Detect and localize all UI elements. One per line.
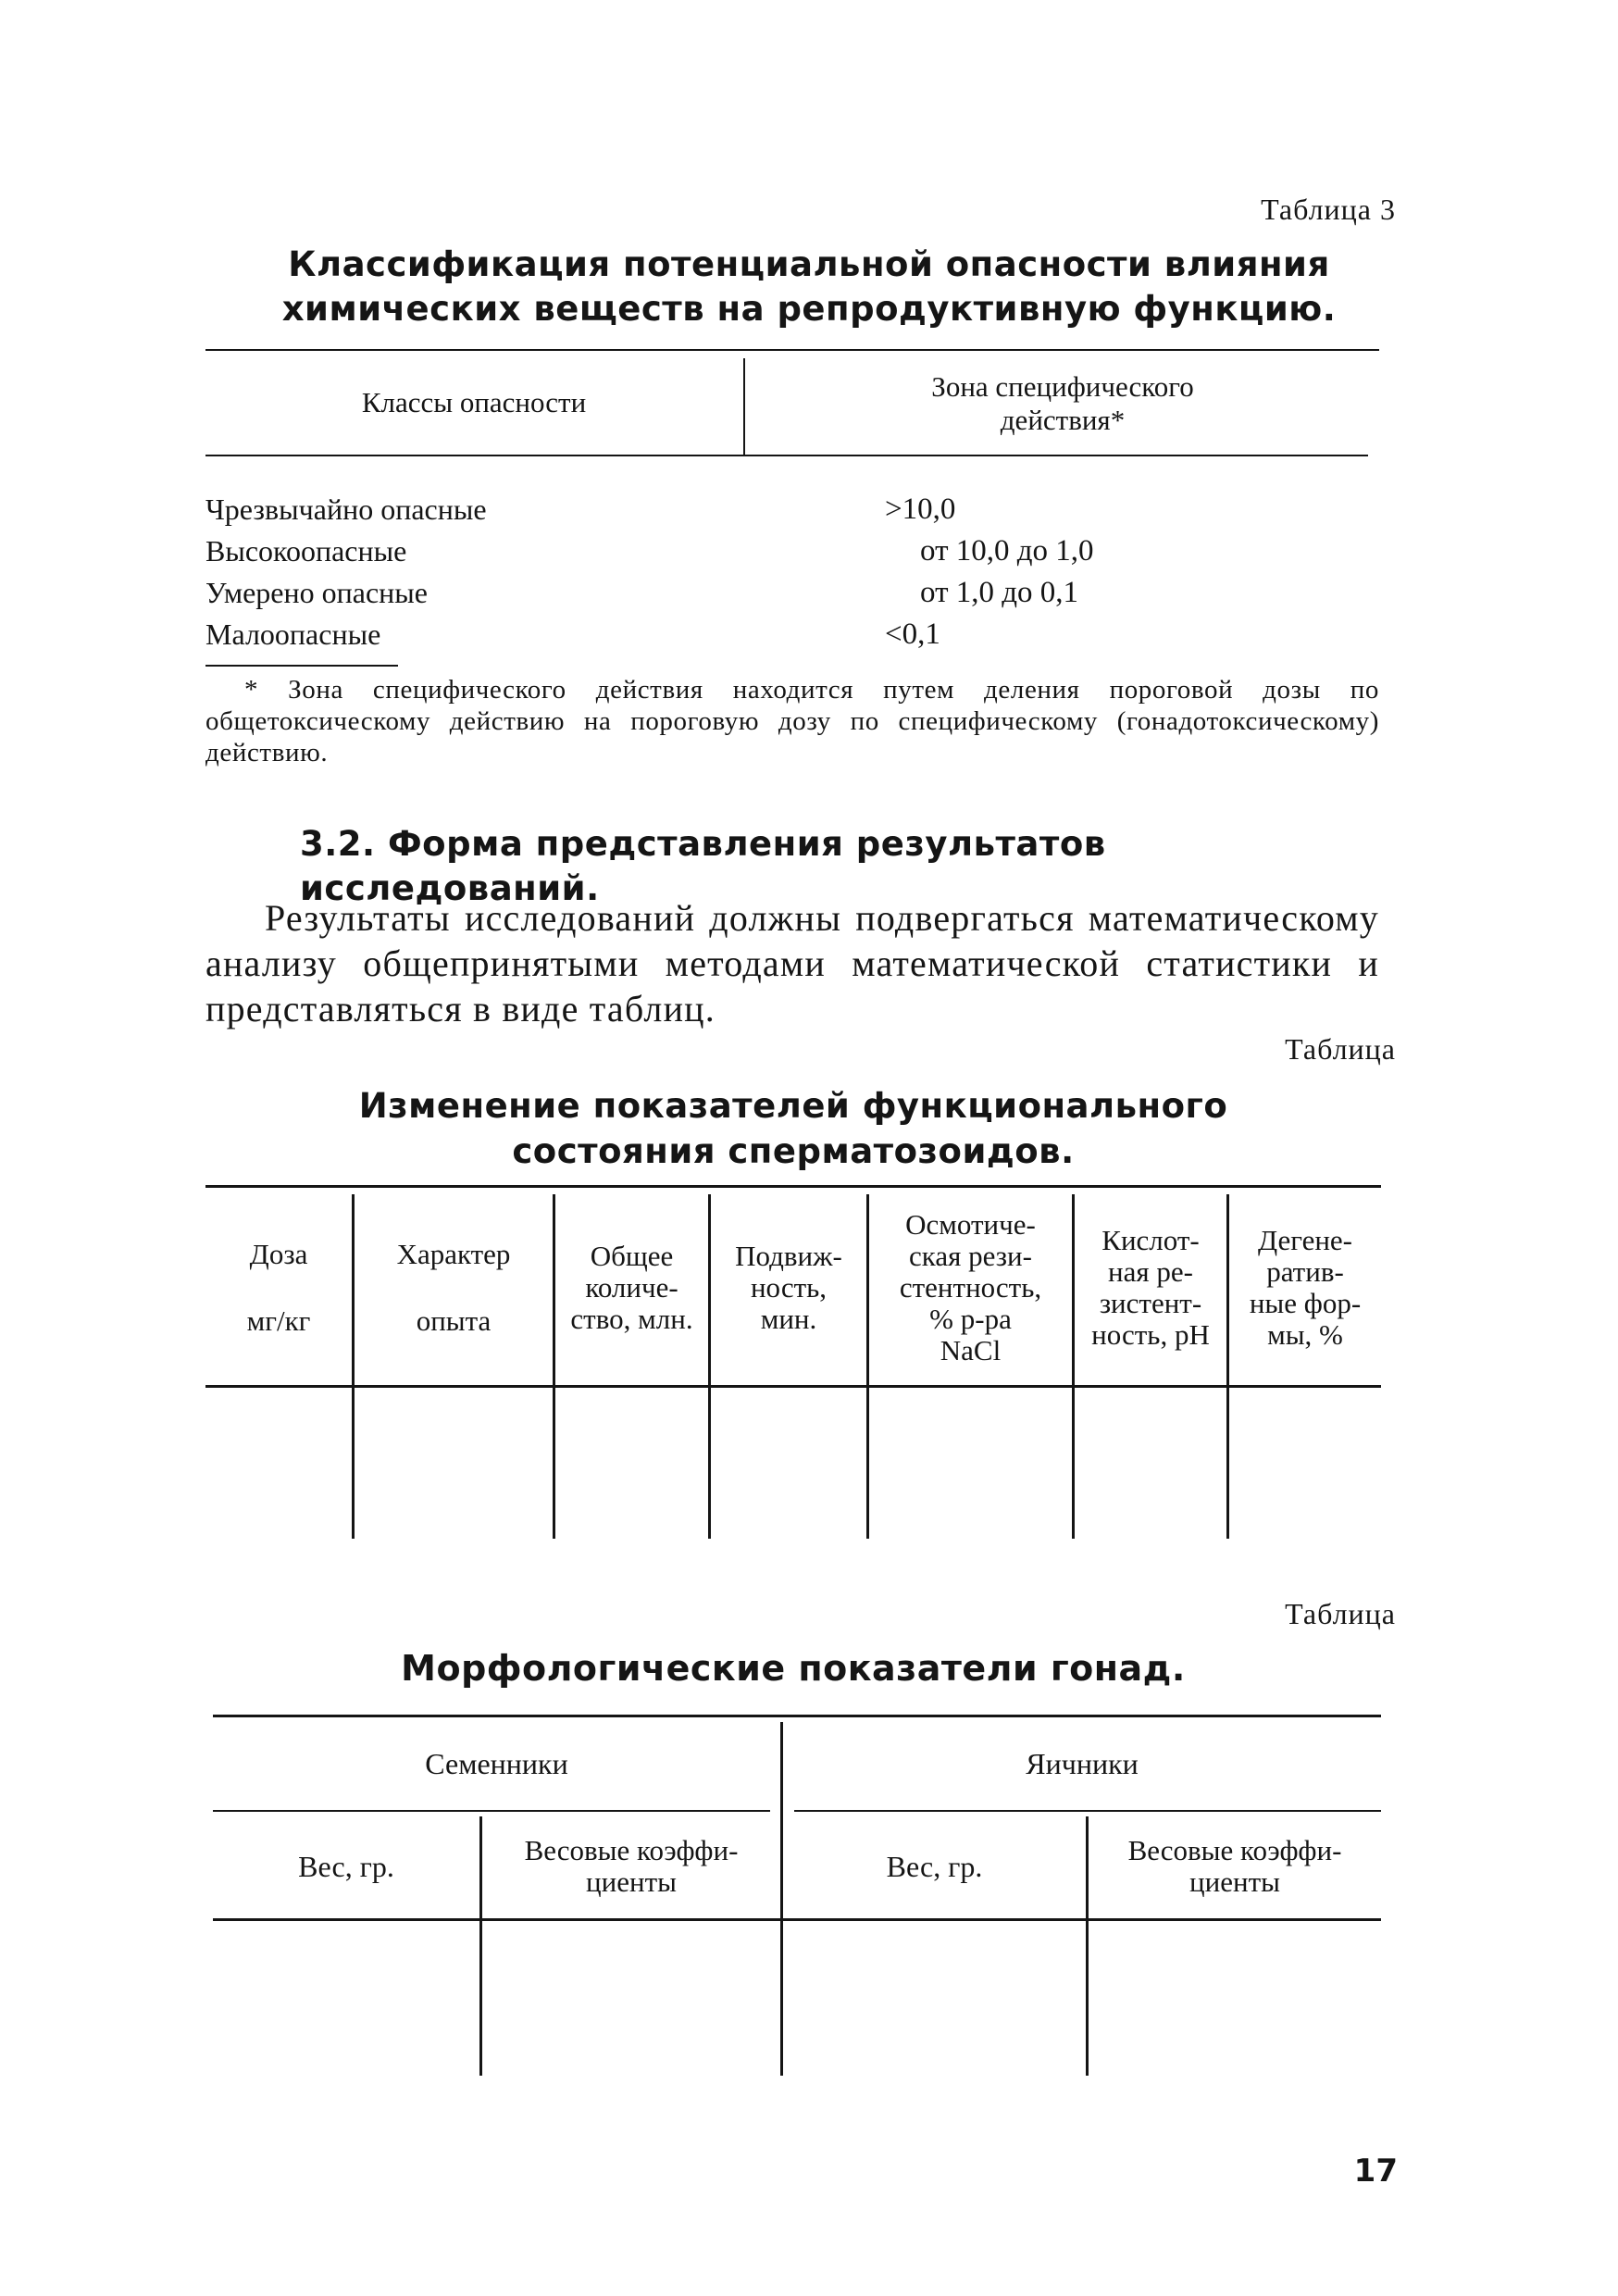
table3-row-zone: от 10,0 до 1,0: [920, 534, 1094, 568]
sperm-header-osmotic-line3: стентность,: [899, 1271, 1042, 1304]
sperm-header-experiment-line2: опыта: [416, 1304, 492, 1337]
sperm-header-acid-line2: ная ре-: [1108, 1255, 1193, 1288]
sperm-table-label: Таблица: [1285, 1032, 1396, 1066]
sperm-header-osmotic: [869, 1200, 1072, 1376]
table3-header-classes: Классы опасности: [361, 386, 587, 418]
sperm-header-degenerative-line4: мы, %: [1267, 1318, 1343, 1351]
gonad-table-title: Морфологические показатели гонад.: [401, 1648, 1186, 1689]
table3-row-class: Умерено опасные: [205, 576, 428, 609]
section-paragraph: Результаты исследований должны подвергаться математическому анализу общепринятыми методами математической статистики и представляться в виде таблиц.: [205, 897, 1379, 1029]
sperm-header-motility-line2: ность,: [750, 1271, 828, 1304]
table3-header-zone-line2: действия*: [1000, 404, 1126, 436]
sperm-header-count: [555, 1200, 708, 1376]
sperm-title-line1: Изменение показателей функционального: [358, 1086, 1228, 1126]
gonad-group-ovaries: Яичники: [1026, 1747, 1139, 1780]
sperm-header-count-line2: количе-: [585, 1271, 678, 1304]
table3-footnote: * Зона специфического действия находится путем деления пороговой дозы по общетоксическому действию на пороговую дозу по специфическому (гонадотоксическому) действию.: [205, 675, 1379, 767]
table3-row-zone: >10,0: [885, 493, 956, 526]
footnote-rule: [205, 665, 398, 667]
gonad-ovaries-coef: [1089, 1822, 1381, 1911]
table3-title: [205, 243, 1413, 331]
gonad-table-label: Таблица: [1285, 1597, 1396, 1630]
gonad-group-rule-left: [213, 1810, 770, 1812]
gonad-ovaries-weight: Вес, гр.: [886, 1850, 983, 1883]
sperm-header-osmotic-line1: Осмотиче-: [905, 1208, 1036, 1241]
table3-header-divider: [743, 358, 745, 455]
sperm-header-osmotic-line4: % р-ра: [929, 1303, 1012, 1335]
sperm-table-title: [205, 1083, 1381, 1174]
table3-zone-column: [885, 489, 1255, 655]
gonad-testes-coef-line1: Весовые коэффи-: [524, 1834, 739, 1866]
sperm-header-motility: [711, 1200, 866, 1376]
sperm-header-experiment-line1: Характер: [396, 1238, 511, 1270]
sperm-header-degenerative-line3: ные фор-: [1249, 1287, 1362, 1319]
sperm-header-dose-line2: мг/кг: [246, 1304, 311, 1337]
sperm-header-acid: [1075, 1200, 1226, 1376]
sperm-header-degenerative-line1: Дегене-: [1257, 1224, 1353, 1256]
table3-header-zone-line1: Зона специфического: [931, 370, 1194, 403]
section-heading: 3.2. Форма представления результатов исследований.: [300, 824, 1106, 908]
table3-title-line2: химических веществ на репродуктивную функцию.: [281, 289, 1337, 329]
table3-top-rule: [205, 349, 1379, 351]
gonad-ovaries-coef-line2: циенты: [1189, 1866, 1280, 1898]
page-number: 17: [1353, 2152, 1398, 2190]
gonad-header-rule: [213, 1918, 1381, 1921]
table3-header-rule: [205, 455, 1368, 456]
table3-title-line1: Классификация потенциальной опасности влияния: [288, 244, 1330, 284]
sperm-header-count-line3: ство, млн.: [570, 1303, 693, 1335]
sperm-header-motility-line3: мин.: [760, 1303, 817, 1335]
sperm-header-degenerative: [1229, 1200, 1381, 1376]
gonad-testes-weight: Вес, гр.: [298, 1850, 394, 1883]
table3-row-zone: <0,1: [885, 618, 940, 651]
sperm-header-rule: [205, 1385, 1381, 1388]
table3-row-class: Чрезвычайно опасные: [205, 493, 487, 526]
sperm-header-dose: [205, 1200, 352, 1376]
gonad-testes-coef: [482, 1822, 780, 1911]
table3-row-class: Малоопасные: [205, 618, 381, 651]
gonad-group-testes: Семенники: [425, 1747, 568, 1780]
table3-row-class: Высокоопасные: [205, 534, 407, 568]
sperm-header-osmotic-line5: NaCl: [940, 1334, 1002, 1366]
sperm-header-degenerative-line2: ратив-: [1266, 1255, 1344, 1288]
sperm-header-count-line1: Общее: [590, 1240, 674, 1272]
sperm-top-rule: [205, 1185, 1381, 1188]
sperm-header-motility-line1: Подвиж-: [735, 1240, 842, 1272]
table3-row-zone: от 1,0 до 0,1: [920, 576, 1079, 609]
sperm-header-acid-line4: ность, pH: [1091, 1318, 1210, 1351]
gonad-group-rule-right: [794, 1810, 1381, 1812]
sperm-header-experiment: [355, 1200, 553, 1376]
table3-header-zone: [748, 368, 1377, 439]
sperm-header-dose-line1: Доза: [249, 1238, 308, 1270]
sperm-title-line2: состояния сперматозоидов.: [512, 1131, 1075, 1171]
gonad-ovaries-coef-line1: Весовые коэффи-: [1127, 1834, 1342, 1866]
sperm-header-acid-line1: Кислот-: [1101, 1224, 1200, 1256]
table3-label: Таблица 3: [1261, 193, 1396, 226]
sperm-header-osmotic-line2: ская рези-: [909, 1240, 1032, 1272]
table3-classes-column: [205, 489, 761, 655]
gonad-top-rule: [213, 1715, 1381, 1717]
sperm-header-acid-line3: зистент-: [1099, 1287, 1202, 1319]
gonad-testes-coef-line2: циенты: [586, 1866, 677, 1898]
